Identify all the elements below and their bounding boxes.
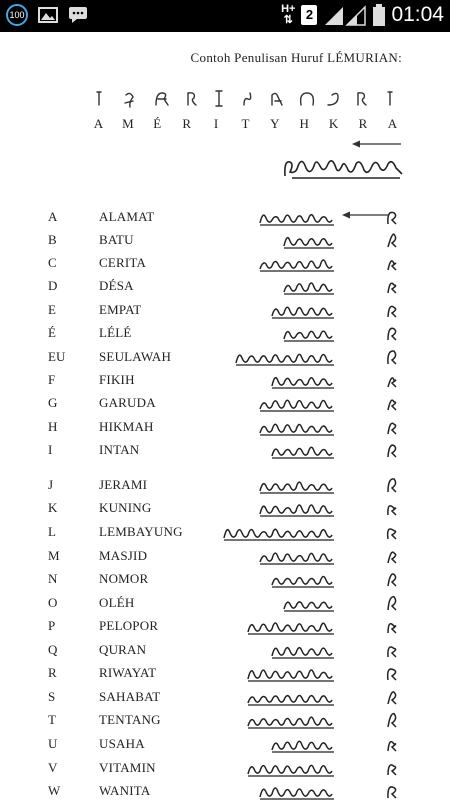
row-letter: U xyxy=(48,736,58,751)
lemurian-script-word xyxy=(258,206,336,228)
table-row xyxy=(0,545,450,567)
image-icon xyxy=(38,7,58,23)
lemurian-glyph-icon xyxy=(380,497,402,519)
row-word: DÉSA xyxy=(99,278,134,293)
document-page xyxy=(0,32,450,800)
row-letter: C xyxy=(48,255,57,270)
lemurian-glyph-icon xyxy=(380,639,402,661)
lemurian-glyph-icon xyxy=(380,662,402,684)
lemurian-script-word xyxy=(246,662,336,684)
lemurian-glyph-icon xyxy=(380,733,402,755)
battery-icon xyxy=(373,4,385,26)
row-word: SEULAWAH xyxy=(99,349,172,364)
lemurian-glyph-icon xyxy=(380,392,402,414)
alphabet-letter: H xyxy=(299,116,310,131)
table-row xyxy=(0,346,450,368)
row-letter: É xyxy=(48,325,56,340)
alphabet-letter: É xyxy=(153,116,163,131)
table-row xyxy=(0,275,450,297)
lemurian-glyph-icon xyxy=(380,545,402,567)
alphabet-letter: R xyxy=(358,116,369,131)
lemurian-glyph-icon xyxy=(380,299,402,321)
lemurian-alphabet-glyphs xyxy=(86,87,406,111)
row-word: MASJID xyxy=(99,548,148,563)
lemurian-glyph-icon xyxy=(380,439,402,461)
row-word: VITAMIN xyxy=(99,760,156,775)
row-word: OLÉH xyxy=(99,595,135,610)
row-word: ALAMAT xyxy=(99,209,155,224)
row-letter: Q xyxy=(48,642,58,657)
table-row xyxy=(0,757,450,779)
lemurian-script-word xyxy=(282,229,336,251)
status-bar xyxy=(0,0,450,32)
table-row xyxy=(0,252,450,274)
lemurian-glyph-icon xyxy=(380,229,402,251)
row-word: FIKIH xyxy=(99,372,135,387)
table-row xyxy=(0,709,450,731)
alphabet-letter: T xyxy=(241,116,251,131)
table-row xyxy=(0,439,450,461)
lemurian-glyph-icon xyxy=(380,521,402,543)
lemurian-glyph-icon xyxy=(380,615,402,637)
table-row xyxy=(0,639,450,661)
lemurian-script-word xyxy=(222,521,336,543)
row-letter: B xyxy=(48,232,57,247)
table-row xyxy=(0,686,450,708)
table-row xyxy=(0,497,450,519)
row-word: CERITA xyxy=(99,255,147,270)
row-letter: N xyxy=(48,571,58,586)
row-word: INTAN xyxy=(99,442,140,457)
row-letter: V xyxy=(48,760,58,775)
row-word: LEMBAYUNG xyxy=(99,524,183,539)
lemurian-script-word xyxy=(258,416,336,438)
lemurian-script-word xyxy=(258,392,336,414)
lemurian-glyph-icon xyxy=(380,757,402,779)
table-row xyxy=(0,662,450,684)
alphabet-letter: R xyxy=(182,116,192,131)
row-letter: A xyxy=(48,209,58,224)
chat-icon xyxy=(68,6,88,24)
table-row xyxy=(0,416,450,438)
row-letter: K xyxy=(48,500,58,515)
row-letter: O xyxy=(48,595,58,610)
row-letter: I xyxy=(48,442,53,457)
lemurian-glyph-icon xyxy=(380,369,402,391)
row-letter: L xyxy=(48,524,56,539)
lemurian-glyph-icon xyxy=(380,252,402,274)
table-row xyxy=(0,615,450,637)
status-bar-right xyxy=(281,3,444,27)
page-heading: Contoh Penulisan Huruf LÉMURIAN: xyxy=(190,50,402,65)
lemurian-glyph-icon xyxy=(380,568,402,590)
row-word: RIWAYAT xyxy=(99,665,157,680)
table-row xyxy=(0,780,450,802)
sim-slot-badge: 2 xyxy=(301,5,317,25)
lemurian-script-word xyxy=(282,592,336,614)
lemurian-glyph-icon xyxy=(380,780,402,802)
lemurian-script-word xyxy=(234,346,336,368)
lemurian-script-word xyxy=(270,299,336,321)
lemurian-glyph-icon xyxy=(380,416,402,438)
table-row xyxy=(0,229,450,251)
alphabet-letter: K xyxy=(328,116,340,131)
table-row xyxy=(0,322,450,344)
network-type: H+ ⇅ xyxy=(281,3,296,26)
table-row xyxy=(0,521,450,543)
lemurian-alphabet-latin xyxy=(86,116,406,132)
row-word: WANITA xyxy=(99,783,151,798)
row-letter: J xyxy=(48,477,54,492)
lemurian-script-word xyxy=(282,322,336,344)
row-word: QURAN xyxy=(99,642,147,657)
lemurian-script-word xyxy=(246,709,336,731)
row-letter: P xyxy=(48,618,56,633)
lemurian-script-word xyxy=(258,474,336,496)
row-word: SAHABAT xyxy=(99,689,161,704)
left-arrow-icon xyxy=(342,210,390,220)
lemurian-glyph-icon xyxy=(380,346,402,368)
row-word: JERAMI xyxy=(99,477,148,492)
lemurian-script-word xyxy=(258,545,336,567)
row-word: TENTANG xyxy=(99,712,161,727)
row-word: USAHA xyxy=(99,736,145,751)
lemurian-script-word xyxy=(282,152,406,187)
lemurian-glyph-icon xyxy=(380,709,402,731)
lemurian-script-word xyxy=(258,780,336,802)
lemurian-script-word xyxy=(246,757,336,779)
table-row xyxy=(0,299,450,321)
alphabet-letter: A xyxy=(387,116,399,131)
table-row xyxy=(0,733,450,755)
lemurian-glyph-icon xyxy=(380,592,402,614)
lemurian-script-word xyxy=(270,369,336,391)
lemurian-glyph-icon xyxy=(380,686,402,708)
row-word: HIKMAH xyxy=(99,419,154,434)
lemurian-script-word xyxy=(258,497,336,519)
lemurian-glyph-icon xyxy=(380,474,402,496)
alphabet-letter: I xyxy=(213,116,220,131)
row-word: BATU xyxy=(99,232,134,247)
alphabet-letter: A xyxy=(93,116,105,131)
lemurian-script-word xyxy=(270,439,336,461)
clock: 01:04 xyxy=(391,3,444,26)
row-letter: D xyxy=(48,278,58,293)
row-word: EMPAT xyxy=(99,302,142,317)
lemurian-glyph-icon xyxy=(380,275,402,297)
row-letter: H xyxy=(48,419,58,434)
row-letter: T xyxy=(48,712,56,727)
alphabet-letter: M xyxy=(122,116,135,131)
table-row xyxy=(0,474,450,496)
lemurian-script-word xyxy=(270,639,336,661)
lemurian-script-word xyxy=(270,568,336,590)
row-word: NOMOR xyxy=(99,571,149,586)
row-word: LÉLÉ xyxy=(99,325,132,340)
table-row xyxy=(0,392,450,414)
battery-badge-icon: 100 xyxy=(6,4,28,26)
signal-icon xyxy=(323,4,367,26)
row-word: PELOPOR xyxy=(99,618,159,633)
row-letter: W xyxy=(48,783,61,798)
row-letter: R xyxy=(48,665,57,680)
row-letter: E xyxy=(48,302,56,317)
table-row xyxy=(0,206,450,228)
alphabet-letter: Y xyxy=(270,116,281,131)
table-row xyxy=(0,568,450,590)
lemurian-script-word xyxy=(282,275,336,297)
row-letter: G xyxy=(48,395,58,410)
lemurian-script-word xyxy=(258,252,336,274)
table-row xyxy=(0,592,450,614)
lemurian-script-word xyxy=(246,686,336,708)
row-word: KUNING xyxy=(99,500,152,515)
row-letter: S xyxy=(48,689,56,704)
lemurian-script-word xyxy=(246,615,336,637)
row-letter: EU xyxy=(48,349,66,364)
lemurian-script-word xyxy=(270,733,336,755)
row-letter: F xyxy=(48,372,56,387)
row-word: GARUDA xyxy=(99,395,156,410)
table-row xyxy=(0,369,450,391)
row-letter: M xyxy=(48,548,60,563)
status-bar-left xyxy=(6,4,88,26)
lemurian-glyph-icon xyxy=(380,322,402,344)
